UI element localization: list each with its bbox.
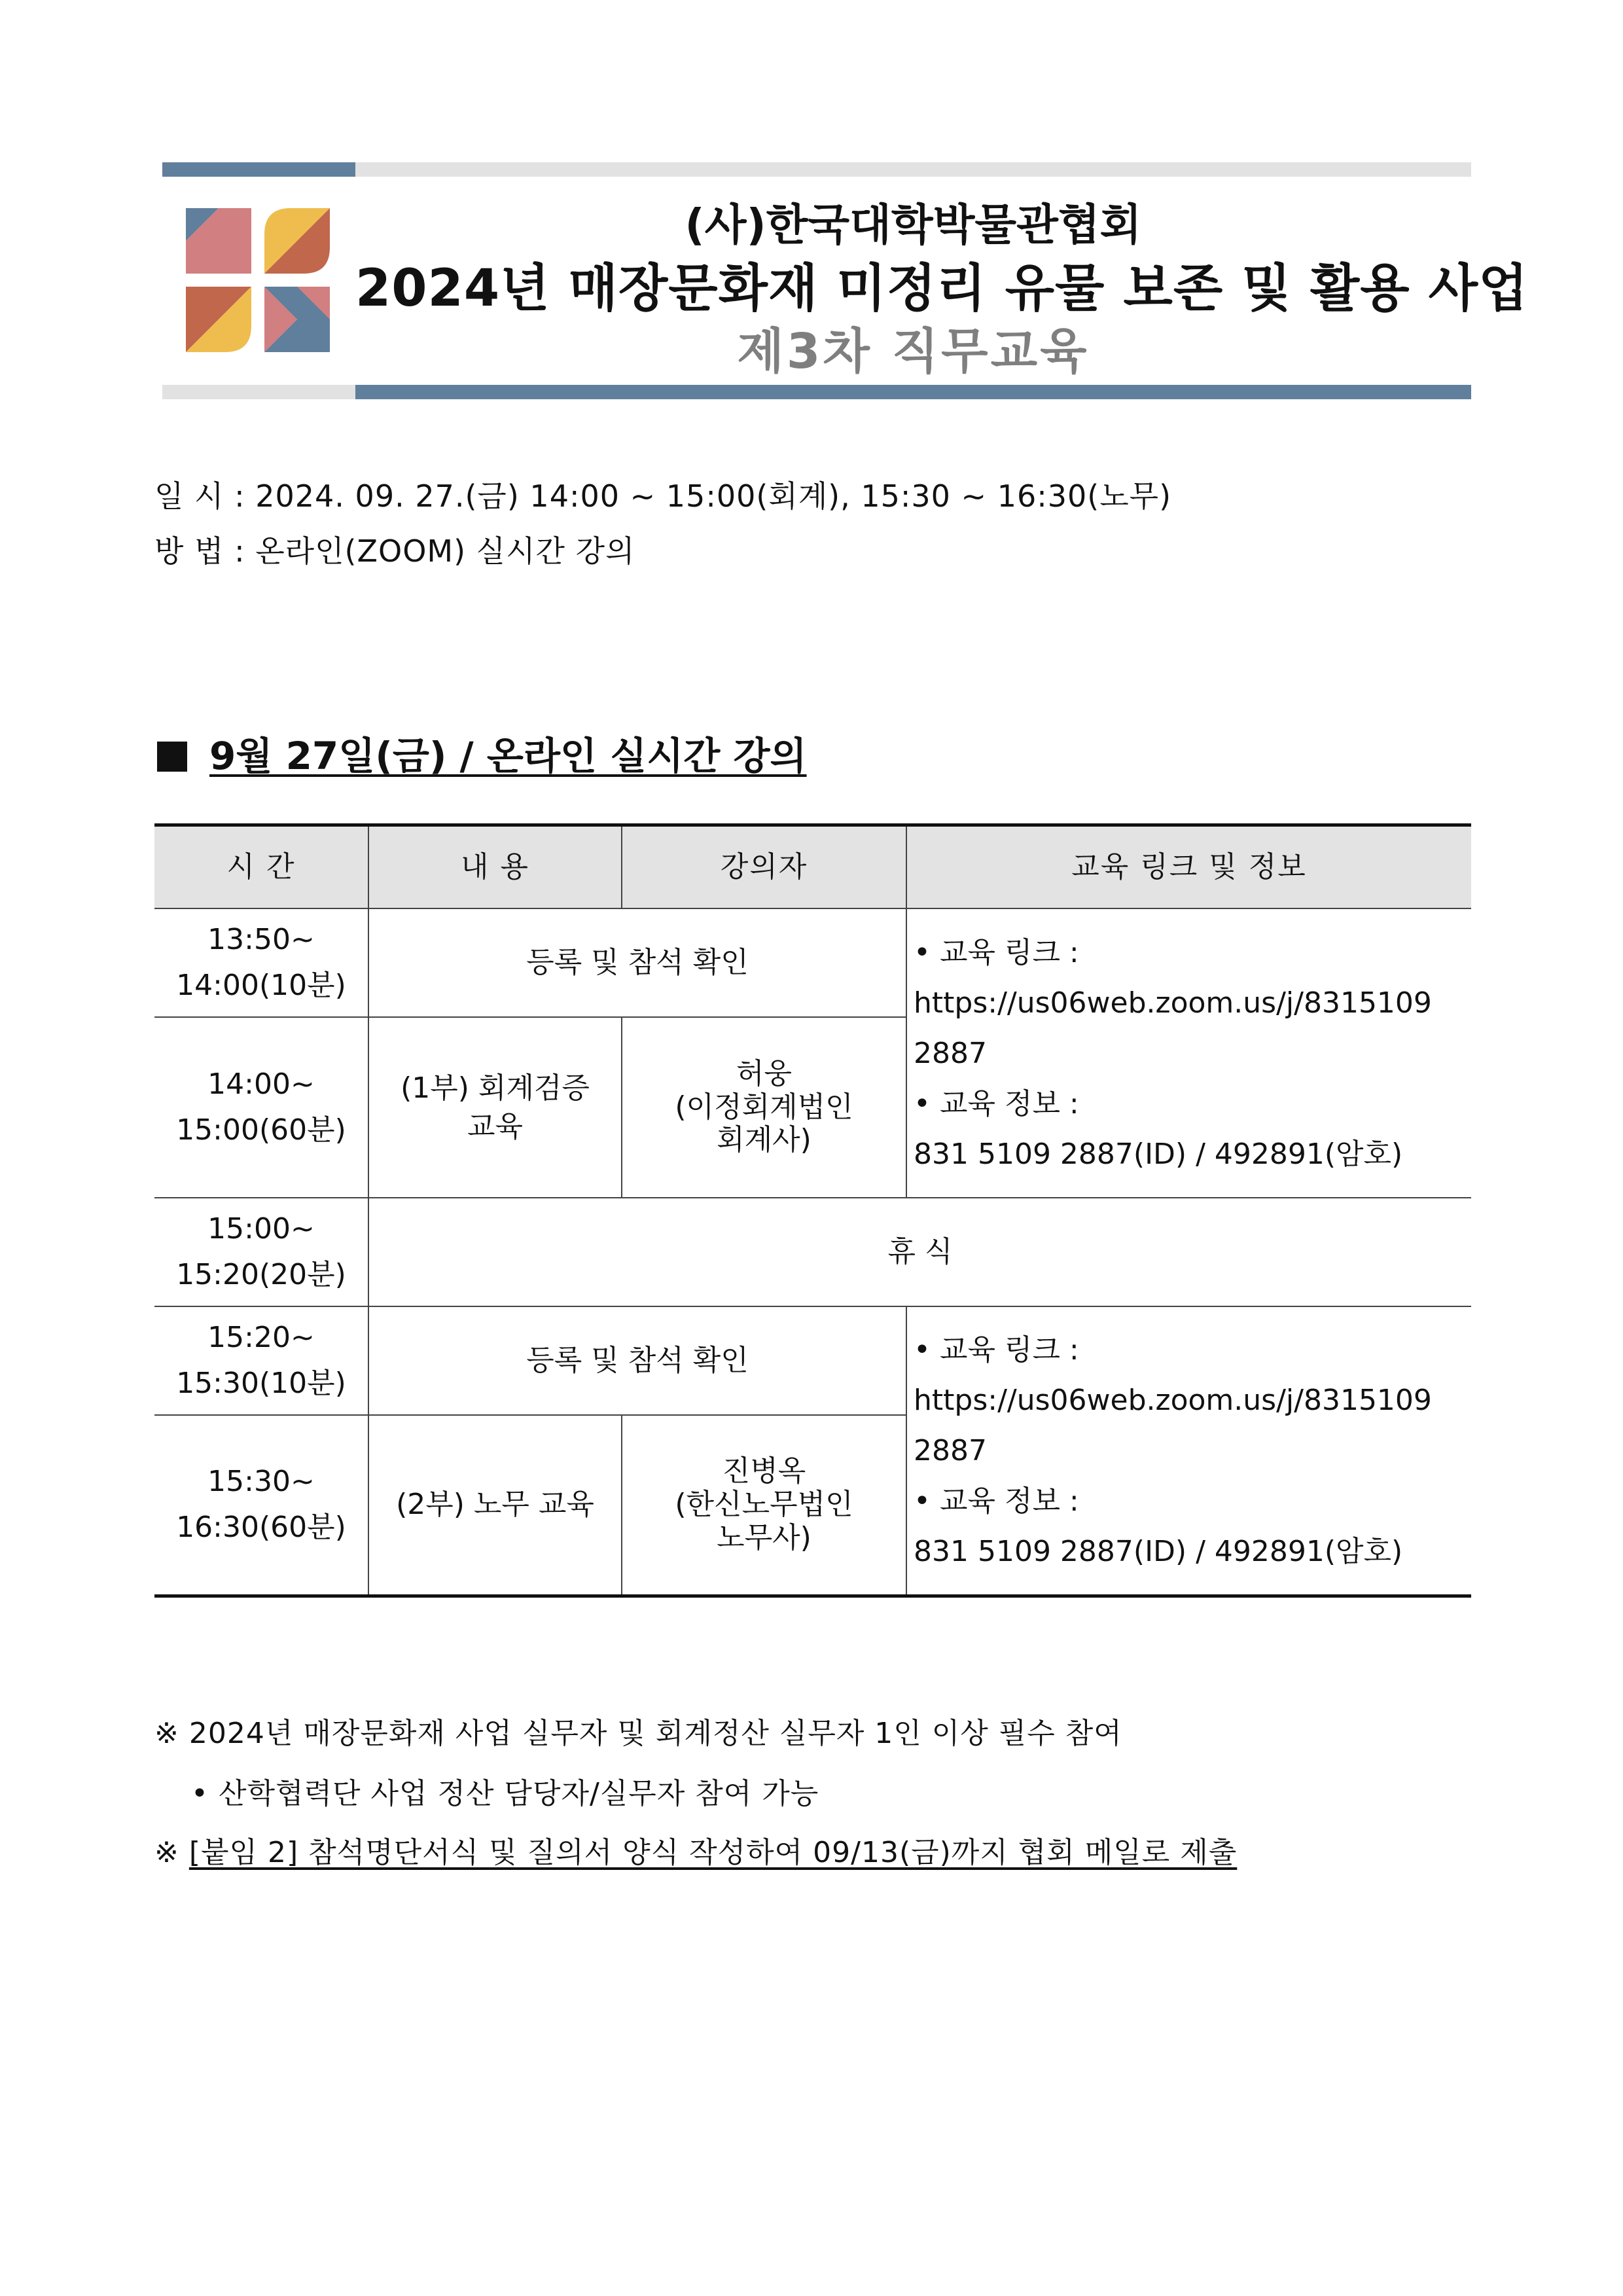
time-end: 15:00(60분): [176, 1113, 346, 1147]
lecturer-cell: [622, 1415, 906, 1596]
header-band-accent: [162, 162, 355, 177]
time-cell: [154, 1415, 368, 1596]
header-band-accent: [355, 385, 1471, 399]
time-end: 14:00(10분): [176, 969, 346, 1002]
content-cell: [368, 1017, 622, 1198]
meeting-credentials: 831 5109 2887(ID) / 492891(암호): [914, 1137, 1403, 1171]
time-start: 13:50~: [207, 922, 315, 956]
lecturer-name: 허웅: [736, 1057, 792, 1091]
content-cell: 등록 및 참석 확인: [368, 1306, 906, 1415]
black-square-icon: [157, 742, 187, 772]
section-title: 9월 27일(금) / 온라인 실시간 강의: [209, 734, 807, 778]
column-header-lecturer: 강의자: [622, 825, 906, 909]
zoom-link-cont[interactable]: 2887: [914, 1433, 987, 1467]
link-label: • 교육 링크 :: [914, 935, 1079, 969]
info-label: • 교육 정보 :: [914, 1086, 1079, 1121]
column-header-link-info: 교육 링크 및 정보: [906, 825, 1471, 909]
zoom-link[interactable]: https://us06web.zoom.us/j/8315109: [914, 1383, 1432, 1417]
time-cell: [154, 908, 368, 1017]
reference-mark: ※: [154, 1836, 189, 1869]
section-heading: [157, 725, 807, 780]
time-end: 15:20(20분): [176, 1258, 346, 1291]
zoom-link[interactable]: https://us06web.zoom.us/j/8315109: [914, 986, 1432, 1020]
time-start: 14:00~: [207, 1067, 315, 1101]
time-end: 15:30(10분): [176, 1367, 346, 1400]
content-cell: 등록 및 참석 확인: [368, 908, 906, 1017]
lecturer-name: 진병옥: [722, 1454, 806, 1488]
link-info-cell: [906, 1306, 1471, 1596]
time-start: 15:20~: [207, 1320, 315, 1354]
time-cell: [154, 1306, 368, 1415]
column-header-time: 시 간: [154, 825, 368, 909]
content-line: 교육: [467, 1110, 523, 1143]
note-submission-text: [붙임 2] 참석명단서식 및 질의서 양식 작성하여 09/13(금)까지 협회 메일로 제출: [188, 1836, 1238, 1869]
note-optional-participation: • 산학협력단 사업 정산 담당자/실무자 참여 가능: [191, 1777, 819, 1810]
content-cell: (2부) 노무 교육: [368, 1415, 622, 1596]
table-row: [154, 1198, 1471, 1306]
organization-name: (사)한국대학박물관협회: [685, 200, 1142, 250]
lecturer-affiliation: (한신노무법인: [675, 1487, 853, 1521]
lecturer-title: 회계사): [717, 1123, 812, 1157]
content-line: (1부) 회계검증: [401, 1071, 590, 1105]
break-cell: 휴 식: [368, 1198, 1471, 1306]
meeting-credentials: 831 5109 2887(ID) / 492891(암호): [914, 1534, 1403, 1568]
association-logo: [186, 208, 330, 352]
header-band: [355, 162, 1471, 177]
header-band: [162, 385, 355, 399]
lecturer-title: 노무사): [717, 1520, 812, 1554]
schedule-table: [154, 823, 1471, 1598]
time-cell: [154, 1017, 368, 1198]
note-submission: [154, 1829, 1237, 1871]
link-info-cell: [906, 908, 1471, 1198]
lecturer-cell: [622, 1017, 906, 1198]
lecturer-affiliation: (이정회계법인: [675, 1090, 853, 1124]
document-subtitle: 제3차 직무교육: [737, 323, 1090, 380]
time-end: 16:30(60분): [176, 1511, 346, 1545]
time-start: 15:30~: [207, 1464, 315, 1498]
time-cell: [154, 1198, 368, 1306]
note-required-participation: ※ 2024년 매장문화재 사업 실무자 및 회계정산 실무자 1인 이상 필수 참여: [154, 1717, 1122, 1750]
column-header-content: 내 용: [368, 825, 622, 909]
document-title: 2024년 매장문화재 미정리 유물 보존 및 활용 사업: [355, 259, 1529, 318]
table-row: [154, 1306, 1471, 1415]
schedule-datetime: 일 시 : 2024. 09. 27.(금) 14:00 ~ 15:00(회계), 15:30 ~ 16:30(노무): [154, 478, 1172, 514]
schedule-method: 방 법 : 온라인(ZOOM) 실시간 강의: [154, 533, 635, 569]
table-row: [154, 908, 1471, 1017]
time-start: 15:00~: [207, 1211, 315, 1246]
zoom-link-cont[interactable]: 2887: [914, 1036, 987, 1070]
info-label: • 교육 정보 :: [914, 1484, 1079, 1518]
table-header-row: [154, 825, 1471, 909]
link-label: • 교육 링크 :: [914, 1333, 1079, 1367]
